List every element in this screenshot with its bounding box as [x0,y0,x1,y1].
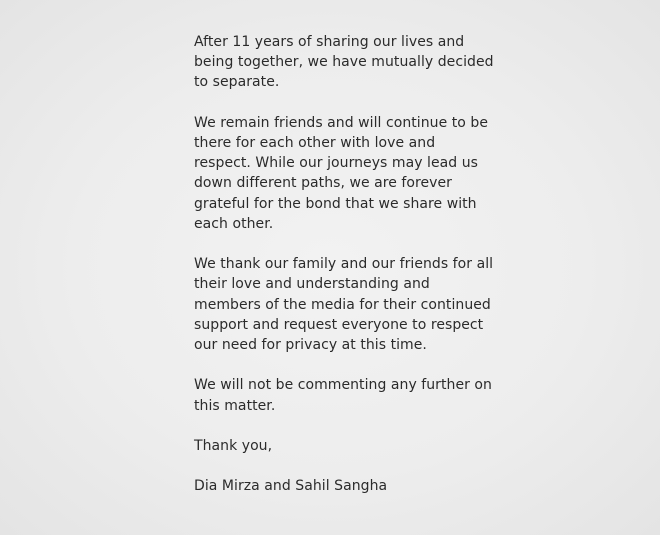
paragraph-friendship [194,113,494,234]
text-line: their love and understanding and [194,276,430,293]
text-line: each other. [194,215,274,232]
paragraph-separation [194,32,494,93]
signature [194,476,494,496]
text-line: to separate. [194,74,280,91]
paragraph-thanks-privacy [194,254,494,355]
closing-thank-you [194,436,494,456]
text-line: After 11 years of sharing our lives and [194,34,465,50]
paragraph-no-comment [194,375,494,415]
text-line: down different paths, we are forever [194,175,452,192]
text-line: Thank you, [194,438,273,454]
text-line: Dia Mirza and Sahil Sangha [194,478,388,495]
text-line: being together, we have mutually decided [194,54,494,71]
text-line: grateful for the bond that we share with [194,195,477,212]
text-line: respect. While our journeys may lead us [194,155,478,172]
text-line: our need for privacy at this time. [194,337,427,354]
text-line: members of the media for their continued [194,296,491,313]
text-line: We remain friends and will continue to be [194,114,489,131]
statement-text [194,32,494,517]
text-line: We thank our family and our friends for all [194,256,494,273]
text-line: We will not be commenting any further on [194,377,492,394]
text-line: this matter. [194,397,276,414]
text-line: support and request everyone to respect [194,316,484,333]
text-line: there for each other with love and [194,135,436,151]
